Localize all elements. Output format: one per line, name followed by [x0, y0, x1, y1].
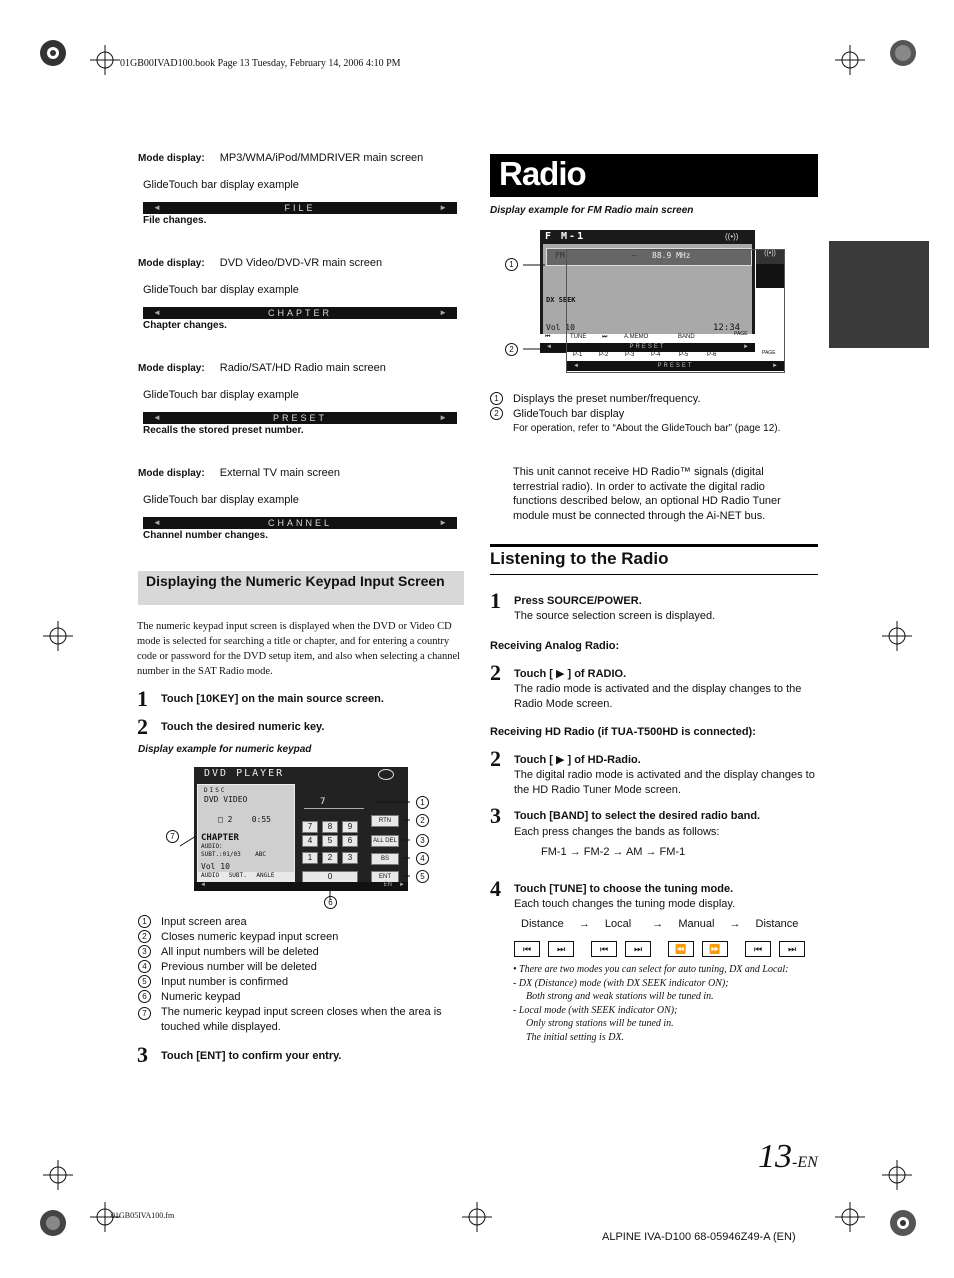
- legend-item: 3 All input numbers will be deleted: [138, 945, 468, 960]
- bar-note: File changes.: [143, 215, 207, 226]
- glidetouch-bar[interactable]: ◄ PRESET ►: [143, 412, 457, 424]
- step-number: 4: [490, 876, 501, 901]
- seek-back-icon: ⏮: [591, 941, 617, 957]
- amemo-button[interactable]: A.MEMO: [624, 334, 649, 340]
- step-text: Touch [BAND] to select the desired radio band.: [514, 810, 761, 822]
- step-desc: Each press changes the bands as follows:: [514, 826, 720, 838]
- band-sequence: FM-1 → FM-2 → AM → FM-1: [541, 846, 686, 858]
- callout-1: 1: [505, 258, 518, 271]
- keypad-legend: [138, 915, 468, 1035]
- crosshair-icon: [835, 1202, 865, 1232]
- registration-mark-icon: [38, 1208, 68, 1238]
- step-number: 2: [490, 746, 501, 771]
- right-arrow-icon: ►: [439, 413, 447, 422]
- callout-3: 3: [416, 834, 429, 847]
- example-label: GlideTouch bar display example: [143, 179, 299, 191]
- page-button[interactable]: PAGE: [734, 331, 748, 337]
- callout-2: 2: [416, 814, 429, 827]
- left-arrow-icon: ◄: [200, 882, 206, 888]
- key-1[interactable]: 1: [302, 852, 318, 864]
- fm-screen: F M-1 ((•)) FM ~ 88.9 MHz DX SEEK Vol 10 12:34 ⏮ TUNE ⏭ A.MEMO BAND PAGE ◄ PRESET ►: [540, 230, 755, 353]
- crosshair-icon: [43, 1160, 73, 1190]
- glidetouch-bar[interactable]: ◄ FILE ►: [143, 202, 457, 214]
- legend-item: 2 Closes numeric keypad input screen: [138, 930, 468, 945]
- all-delete-button[interactable]: ALL DEL: [371, 835, 399, 847]
- step-desc: The digital radio mode is activated and the display changes to the HD Radio Tuner Mode screen.: [514, 769, 815, 796]
- seek-back-icon: ⏮: [514, 941, 540, 957]
- right-arrow-icon: ►: [439, 518, 447, 527]
- step-number: 1: [137, 686, 148, 711]
- legend-item: 1 Input screen area: [138, 915, 468, 930]
- rewind-icon: ⏪: [668, 941, 694, 957]
- frequency-box[interactable]: FM ~ 88.9 MHz: [546, 248, 752, 266]
- preset-5-button[interactable]: P-5: [679, 352, 689, 358]
- step-text: Touch [ENT] to confirm your entry.: [161, 1050, 342, 1062]
- key-7[interactable]: 7: [302, 821, 318, 833]
- step-text: Touch [ ▶ ] of RADIO.: [514, 668, 627, 680]
- step-number: 2: [137, 714, 148, 739]
- seek-forward-icon: ⏭: [625, 941, 651, 957]
- registration-mark-icon: [888, 1208, 918, 1238]
- step-number: 3: [137, 1042, 148, 1067]
- step-text: Press SOURCE/POWER.: [514, 595, 642, 607]
- registration-mark-icon: [38, 38, 68, 68]
- right-arrow-icon: ►: [439, 308, 447, 317]
- right-arrow-icon: ►: [439, 203, 447, 212]
- seek-up-icon[interactable]: ⏭: [602, 334, 608, 340]
- glidetouch-bar[interactable]: ◄ CHAPTER ►: [143, 307, 457, 319]
- step-text: Touch [ ▶ ] of HD-Radio.: [514, 754, 641, 766]
- callout-5: 5: [416, 870, 429, 883]
- signal-icon: ((•)): [725, 232, 739, 241]
- entry-display: 7: [320, 797, 326, 807]
- crosshair-icon: [882, 1160, 912, 1190]
- keypad-section-heading: Displaying the Numeric Keypad Input Screen: [138, 571, 464, 605]
- crosshair-icon: [835, 45, 865, 75]
- preset-6-button[interactable]: P-6: [707, 352, 717, 358]
- fm-glidetouch-bar[interactable]: ◄ PRESET ►: [540, 343, 755, 352]
- keypad-screen: DVD PLAYER DISC DVD VIDEO □ 2 0:55 CHAPTER AUDIO: SUBT.:01/03 ABC Vol 10 AUDIO SUBT. ANGLE 7 7 8 9 4 5 6 1 2 3 0 RTN ALL DEL BS ENT ◄ EN ►: [194, 767, 408, 891]
- crosshair-icon: [90, 45, 120, 75]
- figure-caption: Display example for numeric keypad: [138, 744, 312, 755]
- callout-2: 2: [505, 343, 518, 356]
- seek-forward-icon: ⏭: [779, 941, 805, 957]
- input-screen-area[interactable]: DISC DVD VIDEO □ 2 0:55 CHAPTER AUDIO: SUBT.:01/03 ABC Vol 10 AUDIO SUBT. ANGLE: [197, 784, 295, 884]
- tuning-notes: • There are two modes you can select for auto tuning, DX and Local: - DX (Distance) mode (with DX SEEK indicator ON); Both strong and weak stations will be tuned in. - Local mode (with SEEK indicator ON); Only strong stations will be tuned in. The initial setting is DX.: [513, 964, 789, 1043]
- right-arrow-icon: ►: [399, 882, 405, 888]
- audio-button[interactable]: AUDIO: [201, 872, 220, 879]
- signal-icon: ((•)): [756, 250, 784, 264]
- sub-heading: Receiving HD Radio (if TUA-T500HD is connected):: [490, 726, 756, 738]
- right-arrow-icon: ►: [772, 363, 778, 369]
- preset-2-button[interactable]: P-2: [599, 352, 609, 358]
- crosshair-icon: [882, 621, 912, 651]
- left-arrow-icon: ◄: [546, 344, 552, 350]
- enter-button[interactable]: ENT: [371, 871, 399, 883]
- step-number: 2: [490, 660, 501, 685]
- angle-button[interactable]: ANGLE: [256, 872, 275, 879]
- bar-note: Recalls the stored preset number.: [143, 425, 304, 436]
- example-label: GlideTouch bar display example: [143, 494, 299, 506]
- legend-item: 7 The numeric keypad input screen closes when the area is touched while displayed.: [138, 1005, 468, 1035]
- legend-item: 5 Input number is confirmed: [138, 975, 468, 990]
- fm-overlay-screen: [566, 249, 785, 373]
- seek-down-icon[interactable]: ⏮: [545, 334, 551, 340]
- step-text: Touch [TUNE] to choose the tuning mode.: [514, 883, 734, 895]
- key-4[interactable]: 4: [302, 835, 318, 847]
- tune-sequence: Distance → Local → Manual → Distance: [521, 918, 799, 930]
- step-text: Touch the desired numeric key.: [161, 721, 325, 733]
- step-desc: The radio mode is activated and the display changes to the Radio Mode screen.: [514, 683, 802, 710]
- preset-1-button[interactable]: P-1: [573, 352, 583, 358]
- key-2[interactable]: 2: [322, 852, 338, 864]
- left-arrow-icon: ◄: [153, 413, 161, 422]
- fm-legend: 1 Displays the preset number/frequency. 2 GlideTouch bar display: [490, 392, 701, 422]
- fm-info-area: FM ~ 88.9 MHz DX SEEK Vol 10 12:34: [543, 244, 752, 338]
- crosshair-icon: [462, 1202, 492, 1232]
- keypad-paragraph: The numeric keypad input screen is displayed when the DVD or Video CD mode is selected for searching a title or chapter, and for entering a country code or password for the DVD setup item, and also when selecting a channel number in the SAT Radio mode.: [137, 621, 461, 677]
- key-5[interactable]: 5: [322, 835, 338, 847]
- callout-1: 1: [416, 796, 429, 809]
- key-9[interactable]: 9: [342, 821, 358, 833]
- seek-back-icon: ⏮: [745, 941, 771, 957]
- example-label: GlideTouch bar display example: [143, 389, 299, 401]
- step-desc: The source selection screen is displayed.: [514, 610, 716, 622]
- step-number: 1: [490, 588, 501, 613]
- left-arrow-icon: ◄: [153, 308, 161, 317]
- radio-title-banner: Radio: [490, 154, 818, 197]
- page-label: PAGE: [762, 350, 776, 356]
- tune-button[interactable]: TUNE: [570, 334, 587, 340]
- fast-forward-icon: ⏩: [702, 941, 728, 957]
- fm-note: For operation, refer to “About the GlideTouch bar” (page 12).: [513, 423, 781, 434]
- callout-7: 7: [166, 830, 179, 843]
- sub-heading: Receiving Analog Radio:: [490, 640, 620, 652]
- example-label: GlideTouch bar display example: [143, 284, 299, 296]
- preset-4-button[interactable]: P-4: [651, 352, 661, 358]
- preset-glidetouch-bar[interactable]: ◄ PRESET ►: [567, 361, 784, 371]
- mode-block-file: Mode display: MP3/WMA/iPod/MMDRIVER main screen: [138, 152, 424, 164]
- figure-caption: Display example for FM Radio main screen: [490, 205, 694, 216]
- glidetouch-bar[interactable]: ◄ CHANNEL ►: [143, 517, 457, 529]
- step-desc: Each touch changes the tuning mode display.: [514, 898, 736, 910]
- mode-block-chapter: Mode display: DVD Video/DVD-VR main screen: [138, 257, 383, 269]
- keypad-glidetouch-bar[interactable]: ◄ EN ►: [194, 882, 408, 891]
- footer-model: ALPINE IVA-D100 68-05946Z49-A (EN): [602, 1231, 796, 1243]
- backspace-button[interactable]: BS: [371, 853, 399, 865]
- step-number: 3: [490, 803, 501, 828]
- print-header: 01GB00IVAD100.book Page 13 Tuesday, February 14, 2006 4:10 PM: [120, 58, 401, 69]
- right-arrow-icon: ►: [743, 344, 749, 350]
- fm-callouts: [515, 255, 555, 355]
- key-0[interactable]: 0: [302, 871, 358, 883]
- mode-block-channel: Mode display: External TV main screen: [138, 467, 340, 479]
- preset-row: [567, 352, 784, 361]
- key-3[interactable]: 3: [342, 852, 358, 864]
- keypad-callouts: [170, 790, 440, 915]
- crosshair-icon: [43, 621, 73, 651]
- callout-4: 4: [416, 852, 429, 865]
- mode-block-preset: Mode display: Radio/SAT/HD Radio main screen: [138, 362, 386, 374]
- footer-file: 01GB05IVA100.fm: [111, 1211, 175, 1220]
- listening-heading: Listening to the Radio: [490, 549, 669, 568]
- hd-note: This unit cannot receive HD Radio™ signals (digital terrestrial radio). In order to activate the digital radio functions described below, an optional HD Radio Tuner module must be connected through the Ai-NET bus.: [513, 466, 781, 522]
- callout-6: 6: [324, 896, 337, 909]
- key-8[interactable]: 8: [322, 821, 338, 833]
- subtitle-button[interactable]: SUBT.: [228, 872, 247, 879]
- page-number: 13-EN: [758, 1138, 818, 1175]
- band-button[interactable]: BAND: [678, 334, 695, 340]
- legend-item: 4 Previous number will be deleted: [138, 960, 468, 975]
- return-button[interactable]: RTN: [371, 815, 399, 827]
- disc-icon: [378, 769, 394, 780]
- chapter-side-tab: [829, 241, 929, 348]
- bar-note: Chapter changes.: [143, 320, 227, 331]
- preset-3-button[interactable]: P-3: [625, 352, 635, 358]
- bar-note: Channel number changes.: [143, 530, 269, 541]
- left-arrow-icon: ◄: [573, 363, 579, 369]
- seek-forward-icon: ⏭: [548, 941, 574, 957]
- key-6[interactable]: 6: [342, 835, 358, 847]
- step-text: Touch [10KEY] on the main source screen.: [161, 693, 384, 705]
- legend-item: 6 Numeric keypad: [138, 990, 468, 1005]
- left-arrow-icon: ◄: [153, 518, 161, 527]
- left-arrow-icon: ◄: [153, 203, 161, 212]
- registration-mark-icon: [888, 38, 918, 68]
